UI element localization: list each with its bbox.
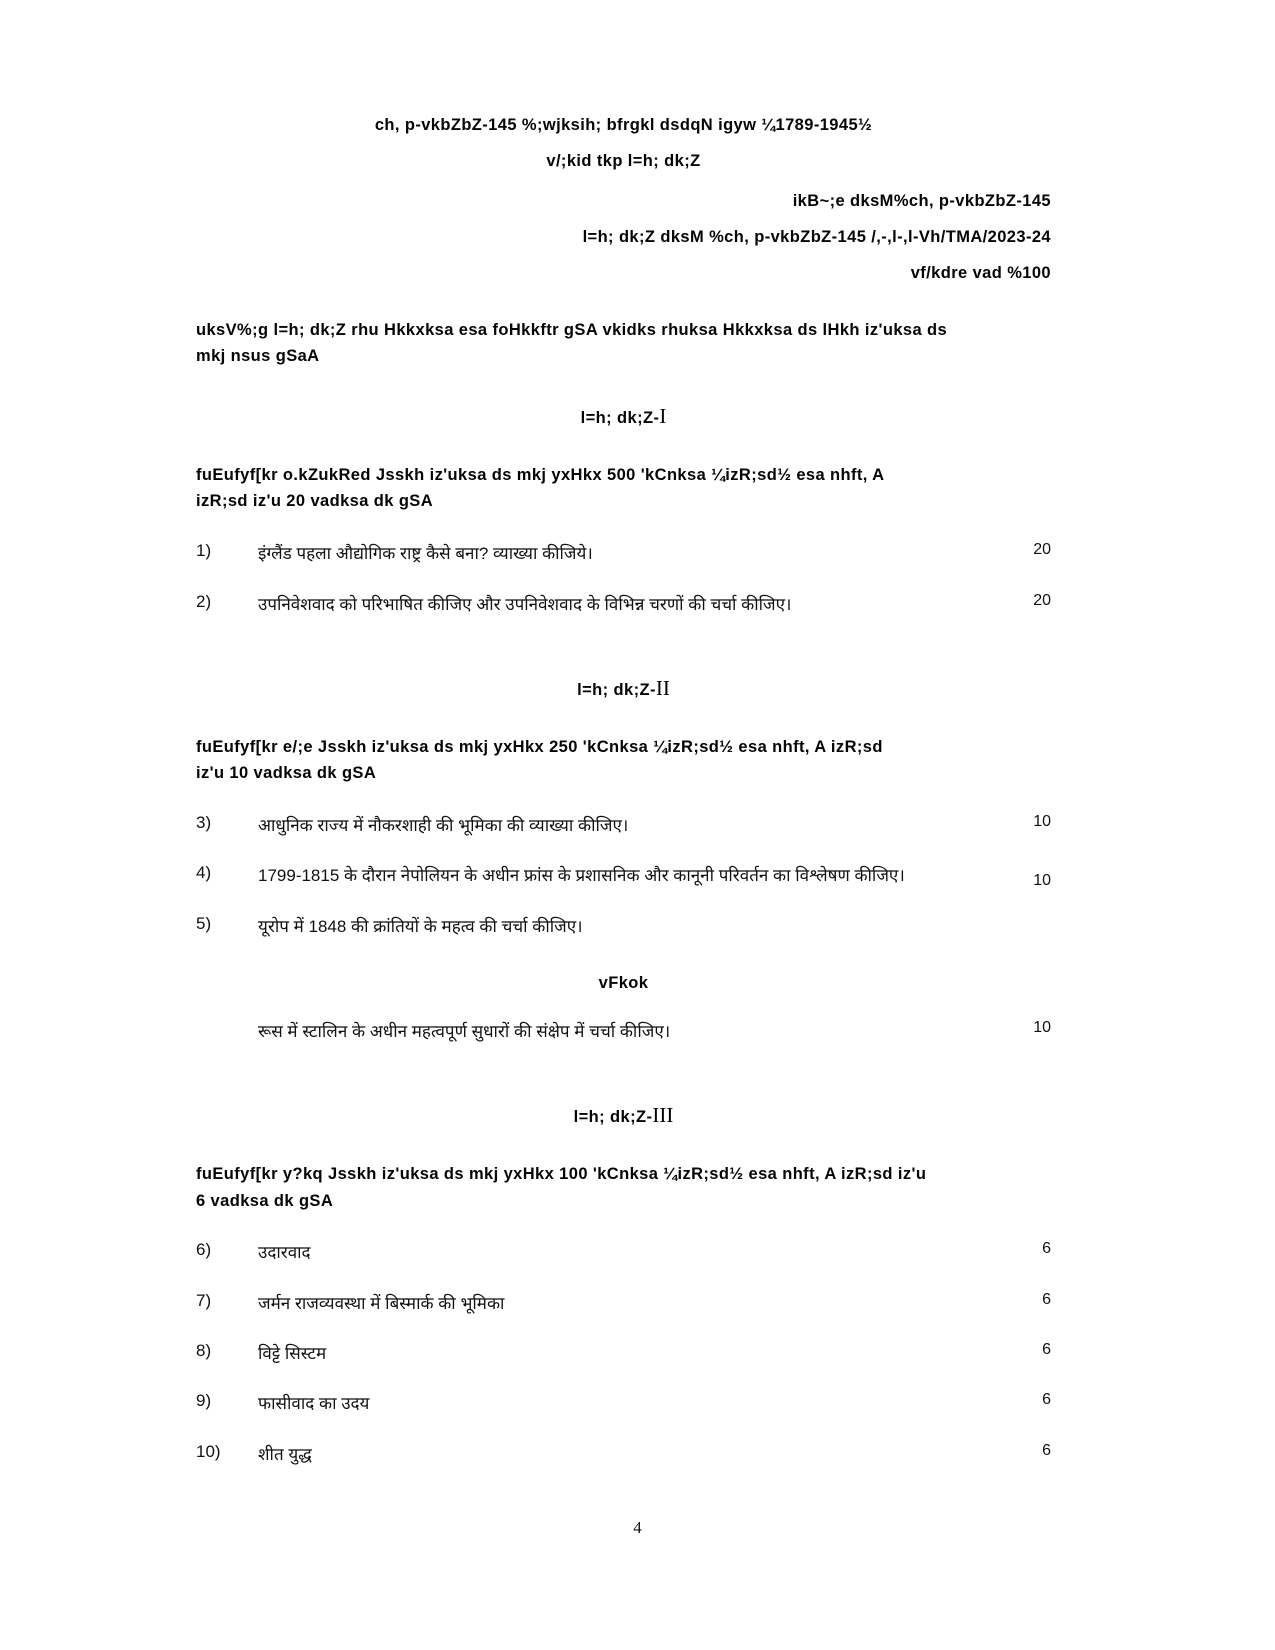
section-1-question-list [196, 541, 1051, 642]
question-number: 2) [196, 591, 212, 611]
question-row [196, 1240, 1051, 1290]
question-number: 5) [196, 913, 212, 933]
question-marks: 6 [1042, 1240, 1051, 1258]
question-marks: 20 [1033, 591, 1051, 609]
question-number: 6) [196, 1240, 212, 1260]
section-2-question-list [196, 813, 1051, 964]
question-text: इंग्लैंड पहला औद्योगिक राष्ट्र कैसे बना? व्याख्या कीजिये। [258, 544, 593, 564]
course-title: ch, p-vkbZbZ-145 %;wjksih; bfrgkl dsdqN igyw ¼1789-1945½ [374, 116, 873, 134]
assignment-type: v/;kid tkp l=h; dk;Z [546, 151, 701, 170]
section-3-instruction-line-1: fuEufyf[kr y?kq Jsskh iz'uksa ds mkj yxHkx 100 'kCnksa ¼izR;sd½ esa nhft, A izR;sd iz'u [196, 1164, 927, 1183]
question-row [196, 592, 1051, 642]
section-heading-3-roman: III [652, 1103, 674, 1128]
question-marks: 10 [1033, 1018, 1051, 1036]
question-marks: 6 [1042, 1340, 1051, 1358]
question-row [196, 914, 1051, 964]
section-1-instruction-line-1: fuEufyf[kr o.kZukRed Jsskh iz'uksa ds mkj yxHkx 500 'kCnksa ¼izR;sd½ esa nhft, A [196, 465, 885, 484]
question-text: शीत युद्ध [258, 1444, 312, 1464]
question-number: 1) [196, 541, 212, 561]
question-row [196, 541, 1051, 591]
section-3-question-list [196, 1240, 1051, 1492]
section-heading-1-prefix: l=h; dk;Z- [580, 409, 660, 428]
note-line-1: uksV%;g l=h; dk;Z rhu Hkkxksa esa foHkkftr gSA vkidks rhuksa Hkkxksa ds lHkh iz'uksa ds [196, 320, 948, 339]
question-number [196, 1019, 258, 1069]
section-1-instructions [196, 462, 1051, 515]
question-marks: 6 [1042, 1391, 1051, 1409]
section-heading-3-prefix: l=h; dk;Z- [573, 1108, 653, 1127]
question-row [196, 1019, 1051, 1069]
section-heading-3 [196, 1103, 1051, 1131]
question-text: उपनिवेशवाद को परिभाषित कीजिए और उपनिवेशवाद के विभिन्न चरणों की चर्चा कीजिए। [258, 594, 792, 614]
alternative-heading: vFkok [598, 974, 649, 993]
question-number: 10) [196, 1441, 221, 1461]
question-number: 7) [196, 1290, 212, 1310]
page-number: 4 [633, 1518, 642, 1537]
question-marks: 6 [1042, 1441, 1051, 1459]
question-row [196, 863, 1051, 913]
assignment-code: l=h; dk;Z dksM %ch, p-vkbZbZ-145 /,-,l-,l-Vh/TMA/2023-24 [582, 228, 1051, 247]
instructions-note [196, 317, 1051, 370]
course-code: ikB~;e dksM%ch, p-vkbZbZ-145 [792, 192, 1051, 211]
question-text: यूरोप में 1848 की क्रांतियों के महत्व की चर्चा कीजिए। [258, 916, 583, 936]
document-content [196, 112, 1051, 1492]
section-3-instructions [196, 1161, 1051, 1214]
question-number: 9) [196, 1391, 212, 1411]
question-text: रूस में स्टालिन के अधीन महत्वपूर्ण सुधारों की संक्षेप में चर्चा कीजिए। [258, 1021, 671, 1041]
section-heading-1 [196, 404, 1051, 432]
section-heading-1-roman: I [659, 404, 667, 429]
question-number: 4) [196, 863, 212, 883]
question-marks: 10 [1033, 813, 1051, 831]
document-header [196, 112, 1051, 287]
question-number: 8) [196, 1340, 212, 1360]
section-2-alternative-question [196, 1019, 1051, 1069]
question-marks: 20 [1033, 541, 1051, 559]
question-marks: 10 [1033, 871, 1051, 889]
question-row [196, 1442, 1051, 1492]
question-row [196, 1291, 1051, 1341]
maximum-marks: vf/kdre vad %100 [910, 263, 1051, 282]
question-marks [1007, 914, 1051, 964]
section-heading-2-roman: II [655, 675, 670, 700]
question-text: जर्मन राजव्यवस्था में बिस्मार्क की भूमिका [258, 1293, 505, 1313]
section-2-instructions [196, 734, 1051, 787]
question-row [196, 1391, 1051, 1441]
note-line-2: mkj nsus gSaA [196, 347, 320, 366]
question-row [196, 813, 1051, 863]
question-row [196, 1341, 1051, 1391]
section-2-instruction-line-1: fuEufyf[kr e/;e Jsskh iz'uksa ds mkj yxHkx 250 'kCnksa ¼izR;sd½ esa nhft, A izR;sd [196, 737, 883, 756]
question-text: आधुनिक राज्य में नौकरशाही की भूमिका की व्याख्या कीजिए। [258, 816, 629, 836]
question-text: विट्टे सिस्टम [258, 1343, 327, 1363]
section-3-instruction-line-2: 6 vadksa dk gSA [196, 1191, 334, 1210]
section-heading-2-prefix: l=h; dk;Z- [577, 680, 656, 699]
question-text: 1799-1815 के दौरान नेपोलियन के अधीन फ्रांस के प्रशासनिक और कानूनी परिवर्तन का विश्लेषण कीजिए। [258, 866, 905, 886]
section-2-instruction-line-2: iz'u 10 vadksa dk gSA [196, 764, 377, 783]
question-text: फासीवाद का उदय [258, 1394, 370, 1414]
question-marks: 6 [1042, 1290, 1051, 1308]
section-1-instruction-line-2: izR;sd iz'u 20 vadksa dk gSA [196, 492, 434, 511]
question-number: 3) [196, 813, 212, 833]
section-heading-2 [196, 676, 1051, 704]
question-text: उदारवाद [258, 1243, 311, 1263]
